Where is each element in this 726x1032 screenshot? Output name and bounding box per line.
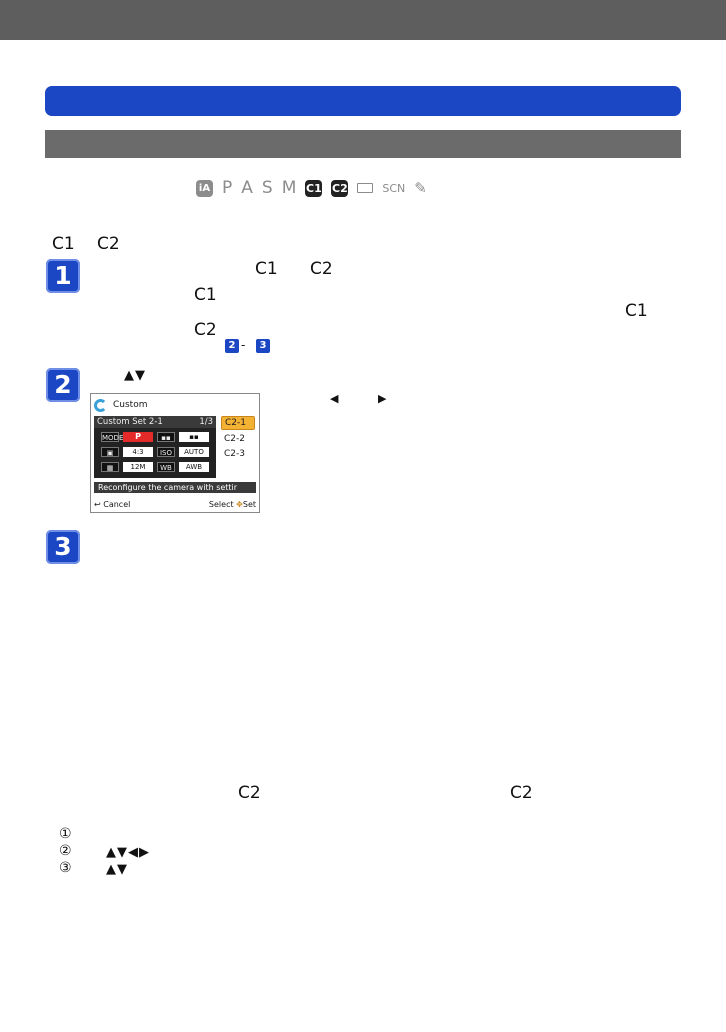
- intro-c1-label: C1: [52, 234, 75, 254]
- camera-custom-menu-screen: [90, 393, 260, 513]
- step-1-badge: 1: [46, 259, 80, 293]
- step1-line3-c2-label: C2: [194, 320, 217, 340]
- section-title-bar: [45, 86, 681, 116]
- ref-separator: -: [241, 338, 246, 352]
- subsection-title-bar: [45, 130, 681, 158]
- program-mode-icon: P: [222, 178, 233, 198]
- camera-footer: [94, 498, 256, 510]
- step-ref-2-badge: 2: [225, 339, 239, 353]
- list-item-3-number: ③: [59, 860, 72, 876]
- wb-label: WB: [157, 462, 175, 472]
- custom-set-name: Custom Set 2-1: [97, 417, 163, 427]
- return-arrow-icon: ↩: [94, 499, 104, 509]
- camera-menu-title: [94, 397, 147, 413]
- custom-set-panel: [94, 416, 216, 478]
- intro-c2-label: C2: [97, 234, 120, 254]
- iso-label: ISO: [157, 447, 175, 457]
- sub-item-c2-1[interactable]: C2-1: [221, 416, 255, 430]
- step1-c1-label: C1: [255, 259, 278, 279]
- aspect-ratio-value: 4:3: [123, 447, 153, 457]
- picture-size-icon: ▦: [101, 462, 119, 472]
- panorama-mode-icon: [357, 183, 373, 193]
- manual-mode-icon: M: [281, 178, 297, 198]
- custom-c-icon: [94, 399, 107, 412]
- top-header-bar: [0, 0, 726, 40]
- sub-item-c2-3[interactable]: C2-3: [224, 449, 245, 459]
- note-c2-right-label: C2: [510, 783, 533, 803]
- mode-label: MODE: [102, 434, 124, 442]
- camera-message-bar: Reconfigure the camera with settir: [94, 482, 256, 493]
- note-c2-left-label: C2: [238, 783, 261, 803]
- creative-control-mode-icon: ✎: [414, 179, 427, 197]
- camera-menu-title-text: Custom: [113, 400, 148, 410]
- iso-value: AUTO: [179, 447, 209, 457]
- list-item-1-number: ①: [59, 826, 72, 842]
- cancel-button[interactable]: [94, 500, 130, 509]
- scene-mode-icon: SCN: [382, 181, 406, 195]
- step-2-badge: 2: [46, 368, 80, 402]
- up-down-arrow-icons: ▲▼: [124, 368, 146, 383]
- step-ref-3-badge: 3: [256, 339, 270, 353]
- mode-value: P: [123, 432, 153, 442]
- control-dial-icon: ✥: [236, 499, 243, 509]
- shutter-mode-icon: S: [261, 178, 273, 198]
- wb-value: AWB: [179, 462, 209, 472]
- custom-1-mode-icon: C1: [306, 181, 322, 195]
- set-label: Set: [242, 499, 256, 509]
- photo-style-value-icon: ▪▪: [179, 432, 209, 442]
- sub-item-c2-2[interactable]: C2-2: [224, 434, 245, 444]
- step-3-badge: 3: [46, 530, 80, 564]
- select-set-hint: [209, 500, 256, 509]
- step1-line2-c1-label: C1: [194, 285, 217, 305]
- custom-2-mode-icon: C2: [332, 181, 348, 195]
- up-down-arrow-icons-list: ▲▼: [106, 862, 128, 877]
- step1-c2-label: C2: [310, 259, 333, 279]
- select-label: Select: [208, 499, 234, 509]
- page-indicator: 1/3: [199, 417, 213, 427]
- panel-header: [94, 416, 216, 428]
- intelligent-auto-mode-icon: iA: [196, 180, 213, 197]
- photo-style-icon: ▪▪: [157, 432, 175, 442]
- step1-right-c1-label: C1: [625, 301, 648, 321]
- picture-size-value: 12M: [123, 462, 153, 472]
- cancel-label: Cancel: [103, 499, 131, 509]
- list-item-2-number: ②: [59, 843, 72, 859]
- custom-sub-items: [221, 416, 255, 460]
- right-arrow-icon: ▶: [378, 392, 388, 405]
- aspect-ratio-icon: ▣: [101, 447, 119, 457]
- recording-mode-icons: [196, 176, 427, 200]
- left-arrow-icon: ◀: [330, 392, 340, 405]
- aperture-mode-icon: A: [241, 178, 253, 198]
- four-way-arrow-icons: ▲▼◀▶: [106, 845, 150, 860]
